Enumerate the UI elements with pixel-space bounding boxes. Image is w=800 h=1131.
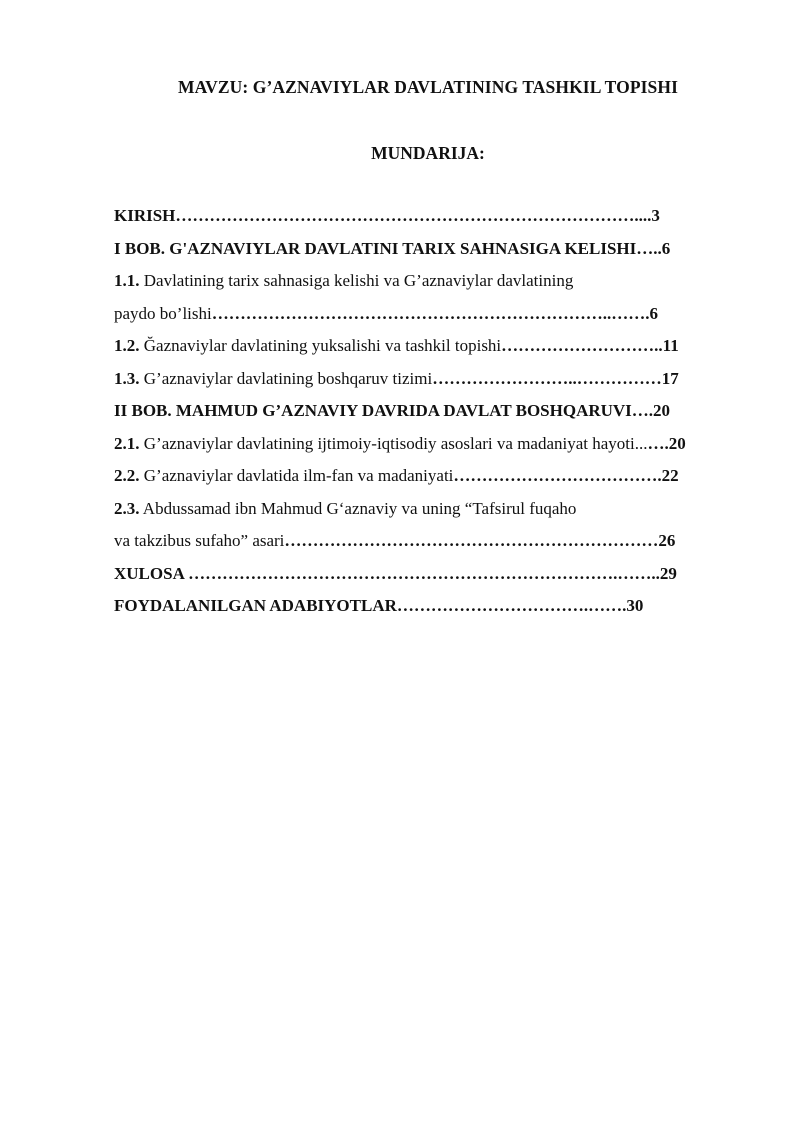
table-of-contents bbox=[114, 200, 744, 623]
toc-entry-leader-page: ……………………..……………17 bbox=[432, 368, 679, 388]
toc-entry-title: paydo bo’lishi bbox=[114, 303, 212, 323]
toc-entry-number: 2.1. bbox=[114, 433, 140, 453]
toc-entry-text: I BOB. G'AZNAVIYLAR DAVLATINI TARIX SAHNASIGA KELISHI…..6 bbox=[114, 238, 671, 258]
toc-entry-title: Abdussamad ibn Mahmud G‘aznaviy va uning “Tafsirul fuqaho bbox=[139, 498, 577, 518]
toc-entry-text: KIRISH………………………………………………………………………....3 bbox=[114, 206, 660, 225]
toc-entry-number: 1.1. bbox=[114, 271, 140, 290]
toc-entry-kirish bbox=[114, 200, 744, 233]
toc-entry-adabiyotlar bbox=[114, 590, 744, 623]
toc-entry-1-1 bbox=[114, 265, 744, 298]
toc-entry-xulosa bbox=[114, 558, 744, 591]
toc-entry-1-2 bbox=[114, 330, 744, 363]
toc-entry-2-3-continued bbox=[114, 525, 744, 558]
toc-entry-text: XULOSA ………………………………………………………………….……..29 bbox=[114, 563, 677, 583]
toc-heading: MUNDARIJA: bbox=[371, 143, 485, 163]
toc-entry-number: 1.2. bbox=[114, 336, 140, 355]
toc-entry-leader-page: ……………………………….22 bbox=[453, 466, 679, 485]
toc-entry-2-2 bbox=[114, 460, 744, 493]
toc-entry-1-3 bbox=[114, 363, 744, 396]
toc-entry-number: 2.2. bbox=[114, 466, 140, 485]
toc-entry-leader-page: ………………………..11 bbox=[501, 336, 679, 355]
toc-entry-leader-page: ….20 bbox=[647, 433, 686, 453]
toc-entry-number: 1.3. bbox=[114, 368, 140, 388]
toc-entry-1-1-continued bbox=[114, 298, 744, 331]
toc-entry-title: G’aznaviylar davlatining ijtimoiy-iqtisodiy asoslari va madaniyat hayoti... bbox=[139, 433, 648, 453]
toc-entry-bob-2 bbox=[114, 395, 744, 428]
toc-entry-bob-1 bbox=[114, 233, 744, 266]
toc-entry-2-1 bbox=[114, 428, 744, 461]
toc-entry-number: 2.3. bbox=[114, 498, 140, 518]
page-title: MAVZU: G’AZNAVIYLAR DAVLATINING TASHKIL TOPISHI bbox=[177, 77, 678, 97]
toc-entry-title: va takzibus sufaho” asari bbox=[114, 531, 285, 550]
toc-entry-title: Davlatining tarix sahnasiga kelishi va G’aznaviylar davlatining bbox=[139, 271, 574, 290]
toc-entry-2-3 bbox=[114, 493, 744, 526]
toc-entry-title: G’aznaviylar davlatining boshqaruv tizimi bbox=[139, 368, 433, 388]
toc-entry-title: Ğaznaviylar davlatining yuksalishi va tashkil topishi bbox=[139, 336, 502, 355]
toc-entry-text: II BOB. MAHMUD G’AZNAVIY DAVRIDA DAVLAT BOSHQARUVI….20 bbox=[114, 401, 671, 420]
toc-entry-text: FOYDALANILGAN ADABIYOTLAR…………………………….…….30 bbox=[114, 596, 644, 615]
toc-entry-leader-page: ……………………………………………………………..…….6 bbox=[211, 303, 658, 323]
toc-entry-title: G’aznaviylar davlatida ilm-fan va madaniyati bbox=[139, 466, 454, 485]
toc-entry-leader-page: …………………………………………………………26 bbox=[284, 531, 676, 550]
